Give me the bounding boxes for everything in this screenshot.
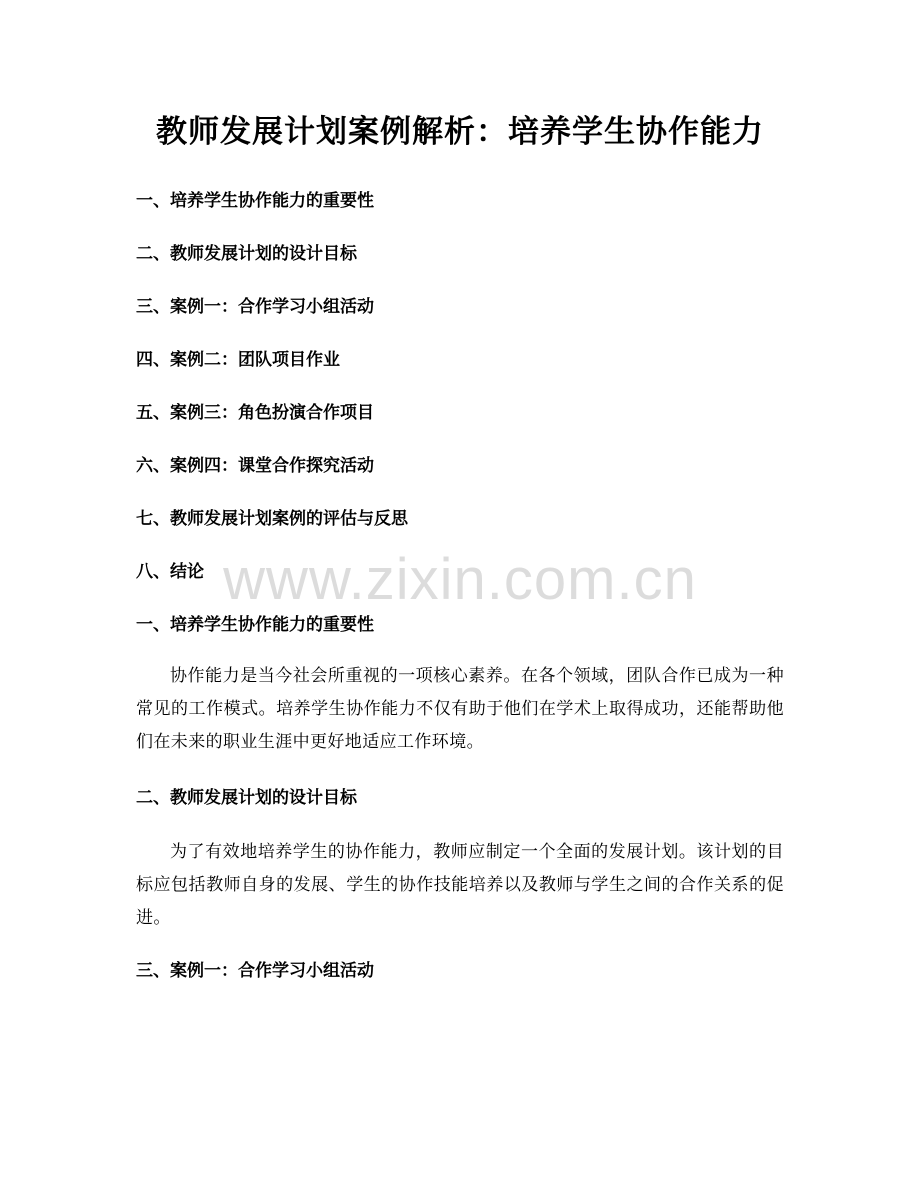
watermark: www.zixin.com.cn (223, 547, 697, 612)
toc-item: 八、结论 (136, 562, 204, 582)
section-heading: 三、案例一：合作学习小组活动 (136, 961, 374, 981)
document-title: 教师发展计划案例解析：培养学生协作能力 (156, 114, 764, 150)
toc-item: 五、案例三：角色扮演合作项目 (136, 403, 374, 423)
section-paragraph: 协作能力是当今社会所重视的一项核心素养。在各个领域，团队合作已成为一种常见的工作模式。培养学生协作能力不仅有助于他们在学术上取得成功，还能帮助他们在未来的职业生涯中更好地适应工作环境。 (136, 666, 784, 752)
section-heading: 二、教师发展计划的设计目标 (136, 788, 357, 808)
section-heading: 一、培养学生协作能力的重要性 (136, 615, 374, 635)
toc-item: 七、教师发展计划案例的评估与反思 (136, 509, 408, 529)
toc-item: 六、案例四：课堂合作探究活动 (136, 456, 374, 476)
toc-item: 一、培养学生协作能力的重要性 (136, 191, 374, 211)
toc-item: 二、教师发展计划的设计目标 (136, 244, 357, 264)
toc-item: 三、案例一：合作学习小组活动 (136, 297, 374, 317)
toc-item: 四、案例二：团队项目作业 (136, 350, 340, 370)
section-paragraph: 为了有效地培养学生的协作能力，教师应制定一个全面的发展计划。该计划的目标应包括教师自身的发展、学生的协作技能培养以及教师与学生之间的合作关系的促进。 (136, 842, 784, 928)
